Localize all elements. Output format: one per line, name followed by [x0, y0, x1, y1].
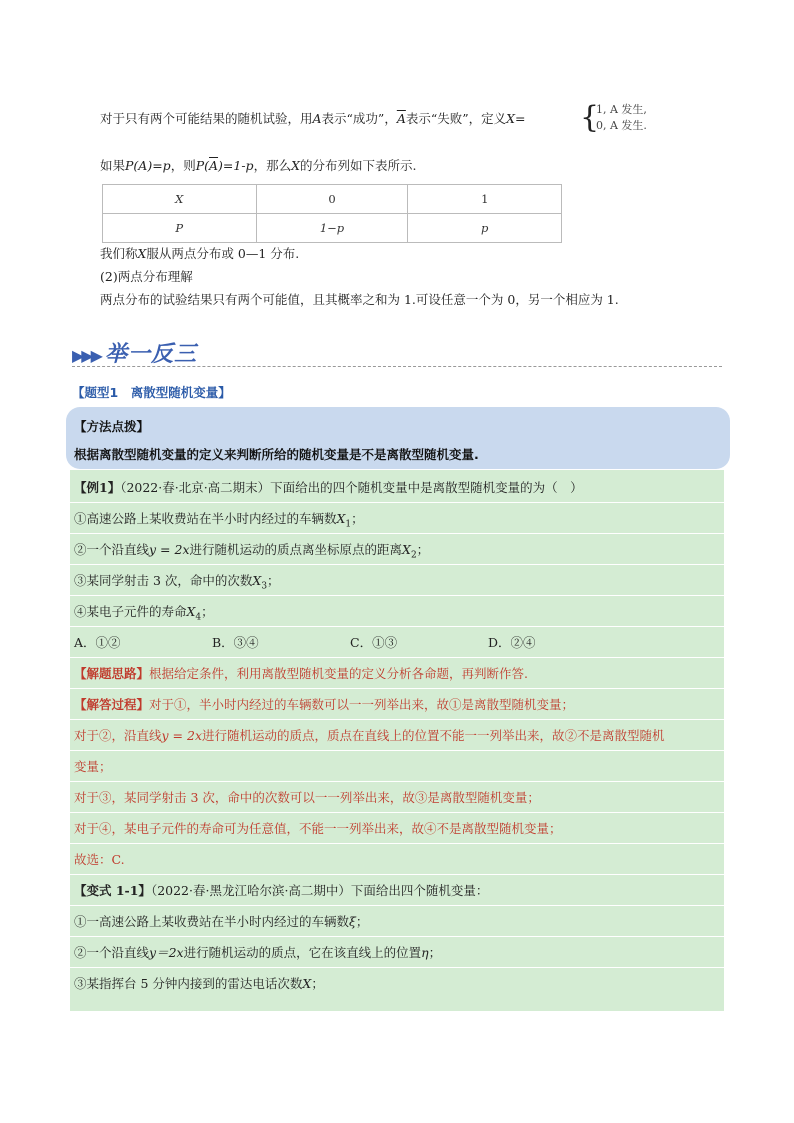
solution-line: 对于③，某同学射击 3 次，命中的次数可以一一列举出来，故③是离散型随机变量； — [70, 782, 724, 813]
method-title: 【方法点拨】 — [74, 419, 150, 434]
solution-process: 【解答过程】对于①，半小时内经过的车辆数可以一一列举出来，故①是离散型随机变量； — [70, 689, 724, 720]
distribution-table — [102, 184, 562, 243]
intro-line-1: 对于只有两个可能结果的随机试验，用A表示“成功”，$\overline{A}$表示“失败”，定义X= — [100, 111, 526, 126]
table-row — [103, 185, 562, 214]
intro-line-2: 如果P(A)=p，则$P(\overline{A})=1-p$，那么X的分布列如下表所示. — [100, 158, 417, 173]
table-cell: 1 — [408, 185, 562, 214]
two-point-explanation: 两点分布的试验结果只有两个可能值，且其概率之和为 1.可设任意一个为 0，另一个相应为 1. — [100, 292, 619, 307]
piecewise-case-2: 0, A 发生. — [596, 119, 647, 132]
banner — [72, 337, 197, 368]
solution-line: 变量； — [70, 751, 724, 782]
method-box — [66, 407, 730, 469]
arrows-icon: ▶▶▶ — [72, 346, 100, 365]
type-heading: 【题型1 离散型随机变量】 — [72, 385, 231, 400]
method-body: 根据离散型随机变量的定义来判断所给的随机变量是不是离散型随机变量. — [74, 447, 479, 462]
table-cell: P — [103, 214, 257, 243]
option-a: A．①② — [74, 635, 121, 650]
list-item: ①一高速公路上某收费站在半小时内经过的车辆数ξ； — [70, 906, 724, 937]
solution-line: 对于④，某电子元件的寿命可为任意值，不能一一列举出来，故④不是离散型随机变量； — [70, 813, 724, 844]
solution-idea: 【解题思路】根据给定条件，利用离散型随机变量的定义分析各命题，再判断作答. — [70, 658, 724, 689]
section-heading: (2)两点分布理解 — [100, 269, 193, 284]
answer-options — [70, 627, 724, 658]
option-c: C．①③ — [350, 635, 398, 650]
list-item: ①高速公路上某收费站在半小时内经过的车辆数$X_1$； — [70, 503, 724, 534]
table-cell: 0 — [256, 185, 408, 214]
a-bar-symbol: $\overline{A}$ — [396, 111, 406, 126]
example-title: 【例1】（2022·春·北京·高二期末）下面给出的四个随机变量中是离散型随机变量的为（ ） — [70, 472, 724, 503]
table-row — [103, 214, 562, 243]
variant-title: 【变式 1-1】（2022·春·黑龙江哈尔滨·高二期中）下面给出四个随机变量： — [70, 875, 724, 906]
list-item: ③某同学射击 3 次，命中的次数$X_3$； — [70, 565, 724, 596]
list-item: ④某电子元件的寿命$X_4$； — [70, 596, 724, 627]
list-item: ②一个沿直线y＝2x进行随机运动的质点，它在该直线上的位置η； — [70, 937, 724, 968]
divider — [72, 366, 722, 367]
solution-line: 对于②，沿直线y = 2x进行随机运动的质点，质点在直线上的位置不能一一列举出来，故②不是离散型随机 — [70, 720, 724, 751]
solution-answer: 故选：C. — [70, 844, 724, 875]
two-point-definition: 我们称X服从两点分布或 0—1 分布. — [100, 246, 300, 261]
list-item: ③某指挥台 5 分钟内接到的雷达电话次数X； — [74, 976, 324, 991]
table-cell: X — [103, 185, 257, 214]
table-cell: p — [408, 214, 562, 243]
option-d: D．②④ — [488, 635, 536, 650]
piecewise-case-1: 1, A 发生, — [596, 103, 647, 116]
list-item: ②一个沿直线y = 2x进行随机运动的质点离坐标原点的距离$X_2$； — [70, 534, 724, 565]
option-b: B．③④ — [212, 635, 259, 650]
banner-title: 举一反三 — [105, 342, 198, 367]
table-cell: 1−p — [256, 214, 408, 243]
piecewise-brace: { — [580, 100, 600, 135]
